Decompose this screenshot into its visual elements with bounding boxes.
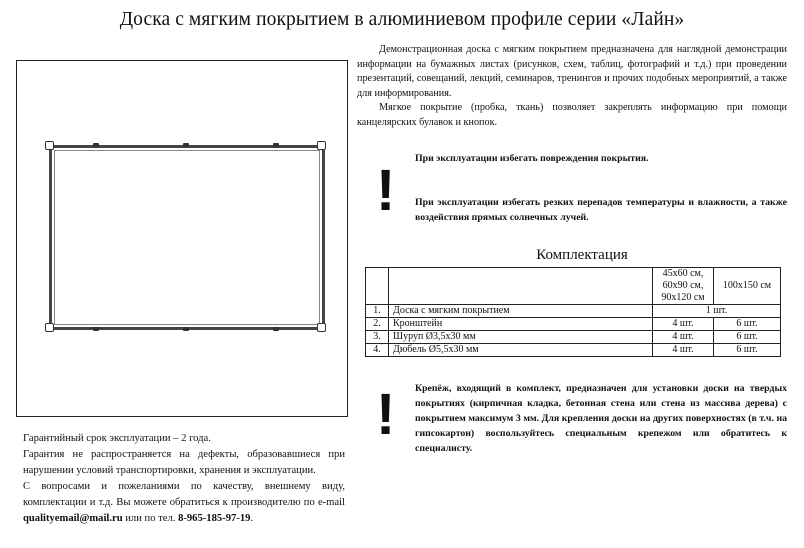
row-number: 4. — [366, 344, 389, 357]
frame-corner-icon — [45, 323, 54, 332]
header-size-small: 45х60 см, 60х90 см, 90х120 см — [653, 268, 714, 305]
table-cell — [389, 268, 653, 305]
guarantee-line: Гарантийный срок эксплуатации – 2 года. — [23, 433, 211, 444]
row-qty: 1 шт. — [653, 305, 781, 318]
row-qty-large: 6 шт. — [714, 318, 781, 331]
frame-corner-icon — [317, 323, 326, 332]
row-name: Кронштейн — [389, 318, 653, 331]
row-qty-small: 4 шт. — [653, 344, 714, 357]
table-header-row — [366, 268, 781, 305]
kit-table — [365, 267, 781, 357]
row-qty-large: 6 шт. — [714, 344, 781, 357]
table-cell — [366, 268, 389, 305]
contact-text: или по тел. — [122, 513, 179, 524]
illustration-frame — [16, 60, 348, 417]
description-paragraph: Демонстрационная доска с мягким покрытием предназначена для наглядной демонстрации информации на бумажных листах (рисунков, схем, таблиц, фотографий и т.д.) при проведении презентаций, совещаний, лекций, семинаров, тренингов и прочих подобных мероприятий, а также для информирования. — [357, 44, 787, 99]
row-number: 3. — [366, 331, 389, 344]
exclamation-icon: ! — [376, 382, 396, 447]
row-number: 2. — [366, 318, 389, 331]
bracket-icon — [93, 327, 99, 331]
contact-line — [23, 479, 345, 527]
warning-line: При эксплуатации избегать повреждения покрытия. — [415, 153, 649, 164]
table-row — [366, 344, 781, 357]
row-name: Шуруп Ø3,5х30 мм — [389, 331, 653, 344]
row-number: 1. — [366, 305, 389, 318]
row-name: Доска с мягким покрытием — [389, 305, 653, 318]
frame-corner-icon — [317, 141, 326, 150]
bracket-icon — [93, 143, 99, 147]
kit-title: Комплектация — [536, 247, 628, 263]
page-title: Доска с мягким покрытием в алюминиевом профиле серии «Лайн» — [119, 9, 685, 30]
table-row — [366, 318, 781, 331]
bracket-icon — [273, 143, 279, 147]
fastener-warning: Крепёж, входящий в комплект, предназначен для установки доски на твердых покрытиях (кирпичная кладка, бетонная стена или стена из массива дерева) с покрытием максимум 3 мм. Для крепления доски на других поверхностях (в т.ч. на гипсокартон) воспользуйтесь специальным крепежом или обратитесь к специалисту. — [415, 383, 787, 454]
description — [357, 43, 787, 131]
guarantee-line: Гарантия не распространяется на дефекты, образовавшиеся при нарушении условий транспортировки, хранения и эксплуатации. — [23, 449, 345, 476]
guarantee-block — [23, 431, 345, 527]
bracket-icon — [183, 327, 189, 331]
contact-phone: 8-965-185-97-19 — [178, 513, 251, 524]
description-paragraph: Мягкое покрытие (пробка, ткань) позволяет закреплять информацию при помощи канцелярских булавок и кнопок. — [357, 102, 787, 128]
contact-text: . — [250, 513, 254, 524]
row-qty-small: 4 шт. — [653, 318, 714, 331]
bracket-icon — [273, 327, 279, 331]
corkboard-frame-drawing — [49, 145, 325, 330]
header-size-large: 100х150 см — [714, 268, 781, 305]
row-name: Дюбель Ø5,5х30 мм — [389, 344, 653, 357]
exclamation-icon: ! — [376, 158, 396, 223]
table-row — [366, 305, 781, 318]
row-qty-small: 4 шт. — [653, 331, 714, 344]
frame-corner-icon — [45, 141, 54, 150]
warning-line: При эксплуатации избегать резких перепадов температуры и влажности, а также воздействия прямых солнечных лучей. — [415, 197, 787, 223]
contact-text: С вопросами и пожеланиями по качеству, внешнему виду, комплектации и т.д. Вы можете обратиться к производителю по e-mail — [23, 481, 345, 508]
contact-email[interactable]: qualityemail@mail.ru — [23, 513, 123, 524]
row-qty-large: 6 шт. — [714, 331, 781, 344]
table-row — [366, 331, 781, 344]
bracket-icon — [183, 143, 189, 147]
